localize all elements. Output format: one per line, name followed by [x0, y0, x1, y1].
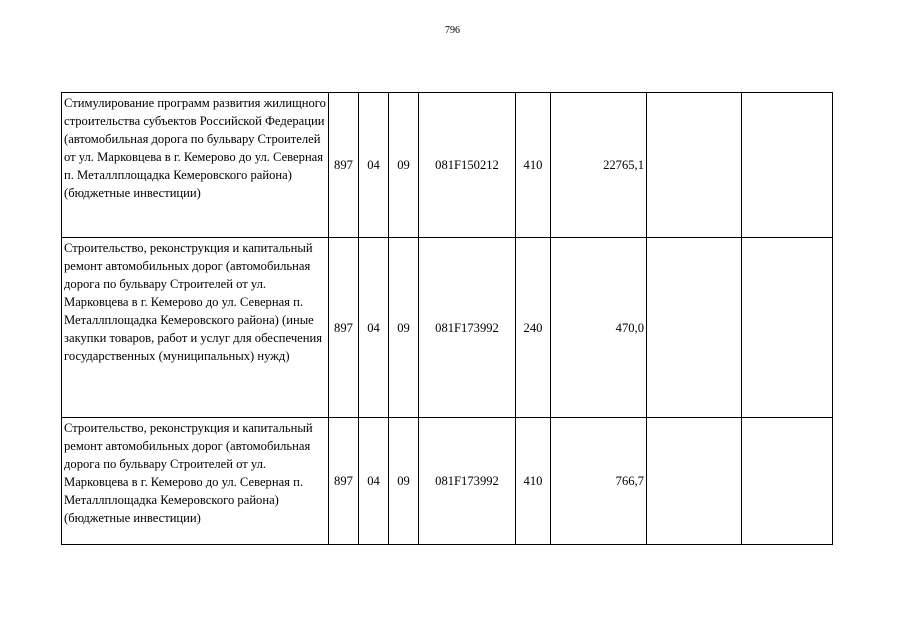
- table-row: [62, 93, 833, 238]
- row-empty-cell: [742, 238, 833, 418]
- row-expense-type: 410: [516, 93, 551, 238]
- row-section-code: 04: [359, 238, 389, 418]
- table-row: [62, 418, 833, 545]
- row-target-article: 081F173992: [419, 418, 516, 545]
- page-number: 796: [445, 25, 460, 36]
- row-amount: 766,7: [551, 418, 647, 545]
- row-empty-cell: [742, 418, 833, 545]
- row-target-article: 081F150212: [419, 93, 516, 238]
- row-name: Стимулирование программ развития жилищного строительства субъектов Российской Федерации (автомобильная дорога по бульвару Строителей от ул. Марковцева в г. Кемерово до ул. Северная п. Металлплощадка Кемеровского района) (бюджетные инвестиции): [62, 93, 329, 238]
- row-section-code: 04: [359, 93, 389, 238]
- row-amount: 470,0: [551, 238, 647, 418]
- row-empty-cell: [647, 418, 742, 545]
- row-expense-type: 240: [516, 238, 551, 418]
- row-name: Строительство, реконструкция и капитальный ремонт автомобильных дорог (автомобильная дорога по бульвару Строителей от ул. Марковцева в г. Кемерово до ул. Северная п. Металлплощадка Кемеровского района) (бюджетные инвестиции): [62, 418, 329, 545]
- row-subsection-code: 09: [389, 418, 419, 545]
- row-subsection-code: 09: [389, 93, 419, 238]
- row-ministry-code: 897: [329, 418, 359, 545]
- budget-table: [61, 92, 833, 545]
- table-row: [62, 238, 833, 418]
- row-target-article: 081F173992: [419, 238, 516, 418]
- row-empty-cell: [742, 93, 833, 238]
- row-expense-type: 410: [516, 418, 551, 545]
- row-ministry-code: 897: [329, 238, 359, 418]
- row-empty-cell: [647, 93, 742, 238]
- row-ministry-code: 897: [329, 93, 359, 238]
- row-section-code: 04: [359, 418, 389, 545]
- row-empty-cell: [647, 238, 742, 418]
- row-name: Строительство, реконструкция и капитальный ремонт автомобильных дорог (автомобильная дорога по бульвару Строителей от ул. Марковцева в г. Кемерово до ул. Северная п. Металлплощадка Кемеровского района) (иные закупки товаров, работ и услуг для обеспечения государственных (муниципальных) нужд): [62, 238, 329, 418]
- row-subsection-code: 09: [389, 238, 419, 418]
- row-amount: 22765,1: [551, 93, 647, 238]
